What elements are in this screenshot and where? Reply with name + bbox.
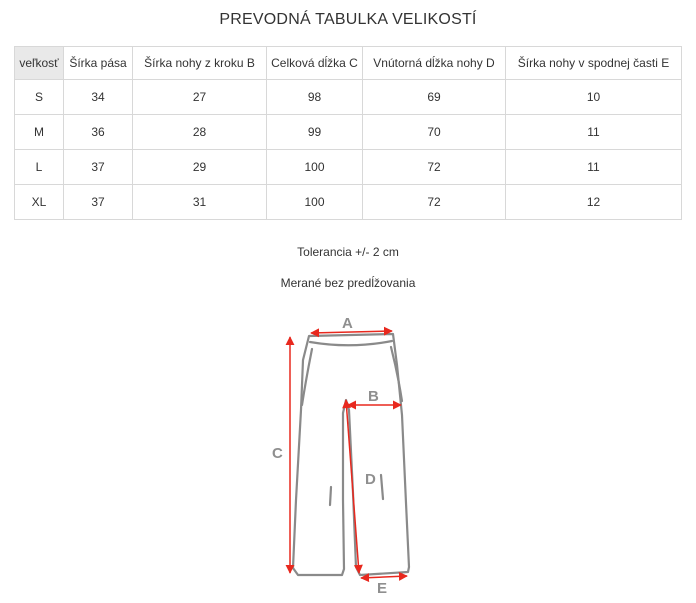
label-c: C — [272, 445, 283, 462]
table-cell: 37 — [64, 185, 133, 220]
table-cell: 11 — [506, 115, 682, 150]
label-a: A — [342, 315, 353, 332]
table-cell: 12 — [506, 185, 682, 220]
table-cell: 11 — [506, 150, 682, 185]
pants-left-seam — [330, 487, 331, 505]
column-header-waist-width: Šírka pása — [64, 47, 133, 80]
table-cell: 29 — [133, 150, 267, 185]
table-cell: XL — [15, 185, 64, 220]
table-cell: 31 — [133, 185, 267, 220]
column-header-size: veľkosť — [15, 47, 64, 80]
page-title: PREVODNÁ TABULKA VELIKOSTÍ — [219, 11, 477, 28]
table-cell: 100 — [267, 150, 363, 185]
measurement-note: Merané bez predĺžovania — [280, 276, 416, 290]
pants-measurement-diagram — [265, 305, 430, 600]
tolerance-note: Tolerancia +/- 2 cm — [297, 245, 399, 259]
table-cell: 37 — [64, 150, 133, 185]
table-cell: 70 — [363, 115, 506, 150]
table-row — [15, 115, 682, 150]
table-cell: 99 — [267, 115, 363, 150]
table-cell: S — [15, 80, 64, 115]
table-cell: 72 — [363, 150, 506, 185]
table-header-row — [15, 47, 682, 80]
table-cell: 10 — [506, 80, 682, 115]
column-header-bottom-leg-width: Šírka nohy v spodnej časti E — [506, 47, 682, 80]
column-header-total-length: Celková dĺžka C — [267, 47, 363, 80]
table-cell: 34 — [64, 80, 133, 115]
label-d: D — [365, 471, 376, 488]
table-row — [15, 185, 682, 220]
label-e: E — [377, 580, 388, 597]
column-header-inseam-length: Vnútorná dĺžka nohy D — [363, 47, 506, 80]
table-cell: 36 — [64, 115, 133, 150]
column-header-crotch-leg-width: Šírka nohy z kroku B — [133, 47, 267, 80]
table-row — [15, 150, 682, 185]
pants-outline — [293, 334, 409, 575]
table-cell: L — [15, 150, 64, 185]
table-cell: 72 — [363, 185, 506, 220]
table-cell: 27 — [133, 80, 267, 115]
table-cell: 98 — [267, 80, 363, 115]
size-chart-table — [14, 46, 682, 220]
table-cell: 28 — [133, 115, 267, 150]
measure-e-arrow — [361, 576, 407, 578]
table-cell: M — [15, 115, 64, 150]
table-cell: 100 — [267, 185, 363, 220]
label-b: B — [368, 388, 379, 405]
table-row — [15, 80, 682, 115]
table-cell: 69 — [363, 80, 506, 115]
